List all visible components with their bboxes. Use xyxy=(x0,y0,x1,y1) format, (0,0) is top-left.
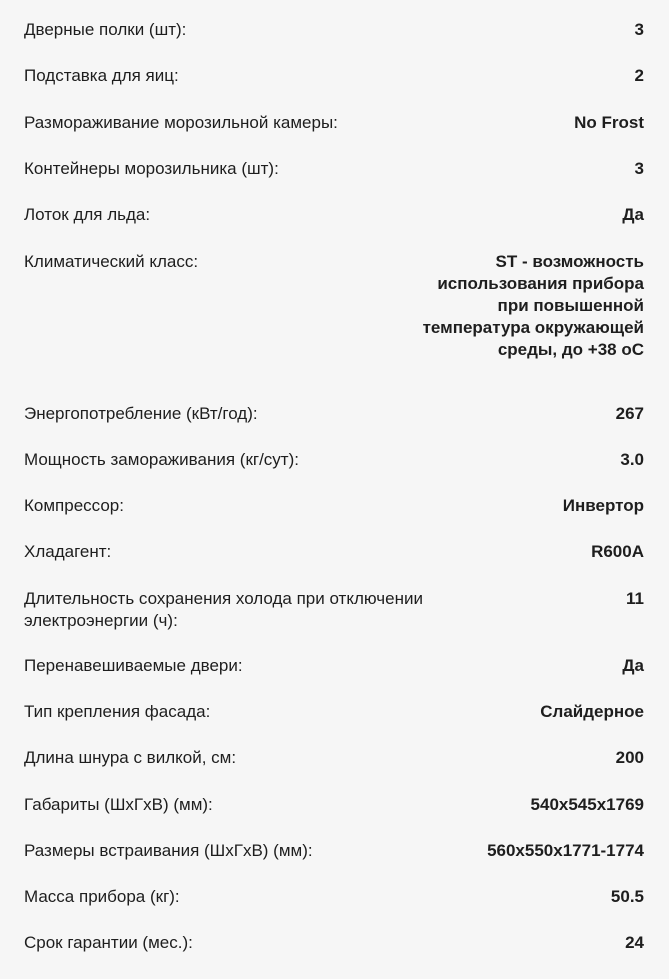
spec-label: Компрессор: xyxy=(24,496,124,515)
spec-label: Длина шнура с вилкой, см: xyxy=(24,748,237,767)
spec-row-compressor xyxy=(24,495,644,517)
spec-row-warranty xyxy=(24,932,644,954)
spec-row-dimensions xyxy=(24,794,644,816)
spec-value: 267 xyxy=(615,404,644,423)
spec-row-defrost xyxy=(24,112,644,134)
spec-label: Лоток для льда: xyxy=(24,205,151,224)
spec-label: Срок гарантии (мес.): xyxy=(24,933,193,952)
spec-value: ST - возможность использования прибора при повышенной температура окружающей среды, до +38 оС xyxy=(422,252,644,359)
spec-label: Хладагент: xyxy=(24,542,112,561)
spec-label: Длительность сохранения холода при отключении электроэнергии (ч): xyxy=(24,589,423,630)
spec-value: 3 xyxy=(634,159,644,178)
spec-label: Масса прибора (кг): xyxy=(24,887,180,906)
spec-value: No Frost xyxy=(574,113,644,132)
spec-value: 200 xyxy=(615,748,644,767)
spec-row-refrigerant xyxy=(24,541,644,563)
spec-label: Подставка для яиц: xyxy=(24,66,179,85)
spec-row-climate-class xyxy=(24,251,644,361)
spec-label: Энергопотребление (кВт/год): xyxy=(24,404,258,423)
spec-row-facade-mounting xyxy=(24,701,644,723)
spec-value: 540x545x1769 xyxy=(530,795,644,814)
spec-row-ice-tray xyxy=(24,204,644,226)
spec-value: Слайдерное xyxy=(540,702,644,721)
spec-row-weight xyxy=(24,886,644,908)
spec-label: Размораживание морозильной камеры: xyxy=(24,113,338,132)
spec-row-cold-retention xyxy=(24,588,644,632)
spec-value: 3.0 xyxy=(620,450,644,469)
spec-label: Климатический класс: xyxy=(24,252,199,271)
spec-row-freezer-containers xyxy=(24,158,644,180)
spec-value: 2 xyxy=(634,66,644,85)
spec-value: Да xyxy=(622,205,644,224)
spec-row-door-shelves xyxy=(24,19,644,41)
spec-label: Перенавешиваемые двери: xyxy=(24,656,243,675)
spec-value: 24 xyxy=(625,933,644,952)
spec-row-freezing-capacity xyxy=(24,449,644,471)
spec-value: 3 xyxy=(634,20,644,39)
spec-label: Размеры встраивания (ШхГхВ) (мм): xyxy=(24,841,313,860)
spec-row-reversible-doors xyxy=(24,655,644,677)
spec-value: R600A xyxy=(591,542,644,561)
spec-label: Контейнеры морозильника (шт): xyxy=(24,159,279,178)
spec-value: 560x550x1771-1774 xyxy=(487,841,644,860)
spec-label: Дверные полки (шт): xyxy=(24,20,187,39)
spec-value: 50.5 xyxy=(610,887,644,906)
spec-label: Габариты (ШхГхВ) (мм): xyxy=(24,795,213,814)
spec-value: Да xyxy=(622,656,644,675)
spec-value: Инвертор xyxy=(562,496,644,515)
spec-row-installation-dimensions xyxy=(24,840,644,862)
spec-row-cord-length xyxy=(24,747,644,769)
spec-value: 11 xyxy=(626,589,644,608)
spec-row-energy-consumption xyxy=(24,403,644,425)
spec-row-egg-tray xyxy=(24,65,644,87)
spec-label: Тип крепления фасада: xyxy=(24,702,211,721)
spec-label: Мощность замораживания (кг/сут): xyxy=(24,450,299,469)
